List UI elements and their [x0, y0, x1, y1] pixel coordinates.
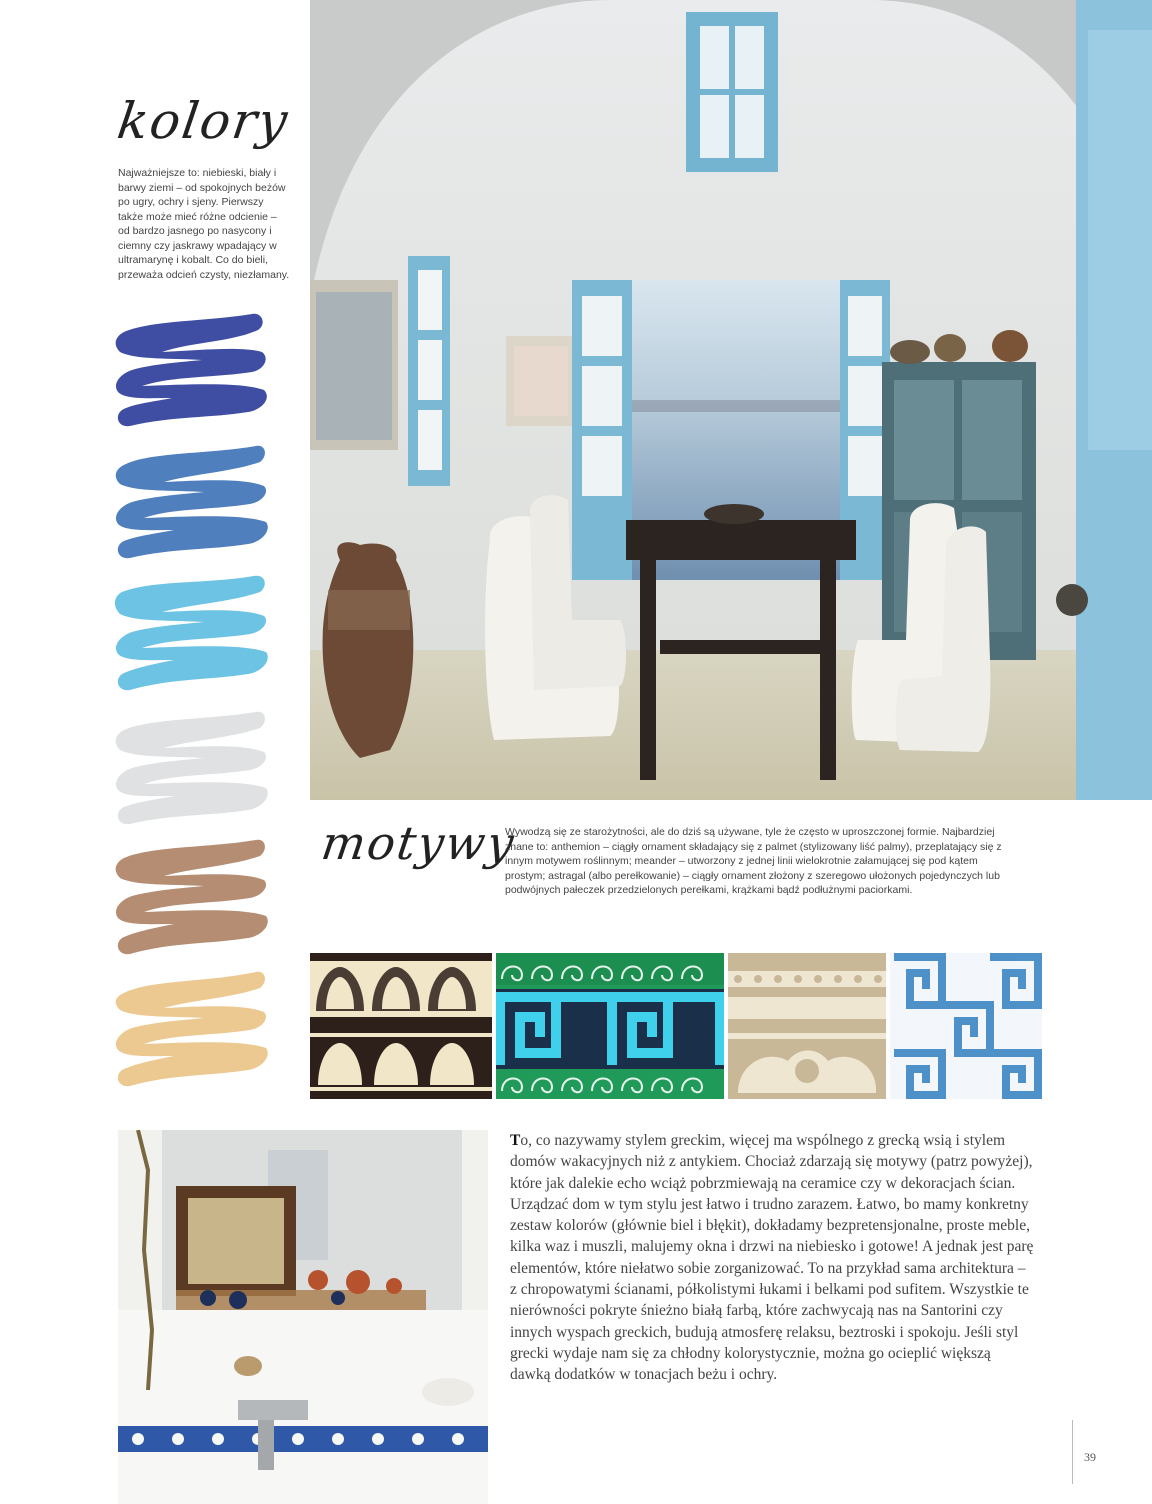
swatch-white-grey: [112, 708, 272, 836]
meander-pattern: [496, 953, 724, 1099]
swatch-mid-blue: [112, 442, 272, 570]
swatch-terracotta: [112, 838, 272, 966]
article-dropcap: T: [510, 1132, 521, 1149]
motywy-heading: motywy: [318, 816, 519, 870]
greek-dining-room-photo: [310, 0, 1152, 800]
swatch-ochre-beige: [112, 968, 272, 1096]
greek-key-blue-pattern: [890, 953, 1042, 1099]
page-number-rule: [1072, 1420, 1073, 1484]
article-body: [510, 1130, 1035, 1386]
bathroom-niche-photo: [118, 1130, 488, 1504]
article-text: o, co nazywamy stylem greckim, więcej ma wspólnego z grecką wsią i stylem domów wakacyjnych niż z antykiem. Chociaż zdarzają się motywy (patrz powyżej), które jak dalekie echo wciąż pobrzmiewają na ceramice czy w dekoracjach ścian. Urządzać dom w tym stylu jest łatwo i trudno zarazem. Łatwo, bo mamy konkretny zestaw kolorów (głównie biel i błękit), dokładamy bezpretensjonalne, proste meble, kilka waz i muszli, malujemy okna i drzwi na niebiesko i gotowe! A jednak jest parę elementów, które niełatwo sobie zorganizować. To na przykład sama architektura – z chropowatymi ścianami, półkolistymi łukami i belkami pod sufitem. Wszystkie te nierówności pokryte śnieżno białą farbą, które zachwycają nas na Santorini czy innych wyspach greckich, budują atmosferę relaksu, beztroski i spokoju. Jeśli styl grecki wydaje nam się za chłodny kolorystycznie, można go ocieplić większą dawką dodatków w tonacjach beżu i ochry.: [510, 1132, 1034, 1384]
astragal-pattern: [728, 953, 886, 1099]
kolory-heading: kolory: [113, 92, 293, 150]
motywy-description: Wywodzą się ze starożytności, ale do dziś są używane, tyle że często w uproszczonej formie. Najbardziej znane to: anthemion – ciągły ornament składający się z palmet (stylizowany liść palmy), przeplatający się z innym motywem roślinnym; meander – utworzony z jednej linii wielokrotnie załamującej się pod kątem prostym; astragal (albo perełkowanie) – ciągły ornament złożony z szeregowo ułożonych pojedynczych lub podwójnych pałeczek przedzielonych perełkami, krążkami bądź podłużnymi paciorkami.: [505, 826, 1002, 896]
swatch-sky-blue: [112, 572, 272, 700]
kolory-description: Najważniejsze to: niebieski, biały i barwy ziemi – od spokojnych beżów po ugry, ochry i sjeny. Pierwszy także może mieć różne odcienie – od bardzo jasnego po nasycony i ciemny czy jaskrawy wpadający w ultramarynę i kobalt. Co do bieli, przeważa odcień czysty, niezłamany.: [118, 167, 290, 281]
swatch-ultramarine: [112, 312, 272, 440]
page-number: 39: [1084, 1450, 1096, 1464]
anthemion-pattern: [310, 953, 492, 1099]
